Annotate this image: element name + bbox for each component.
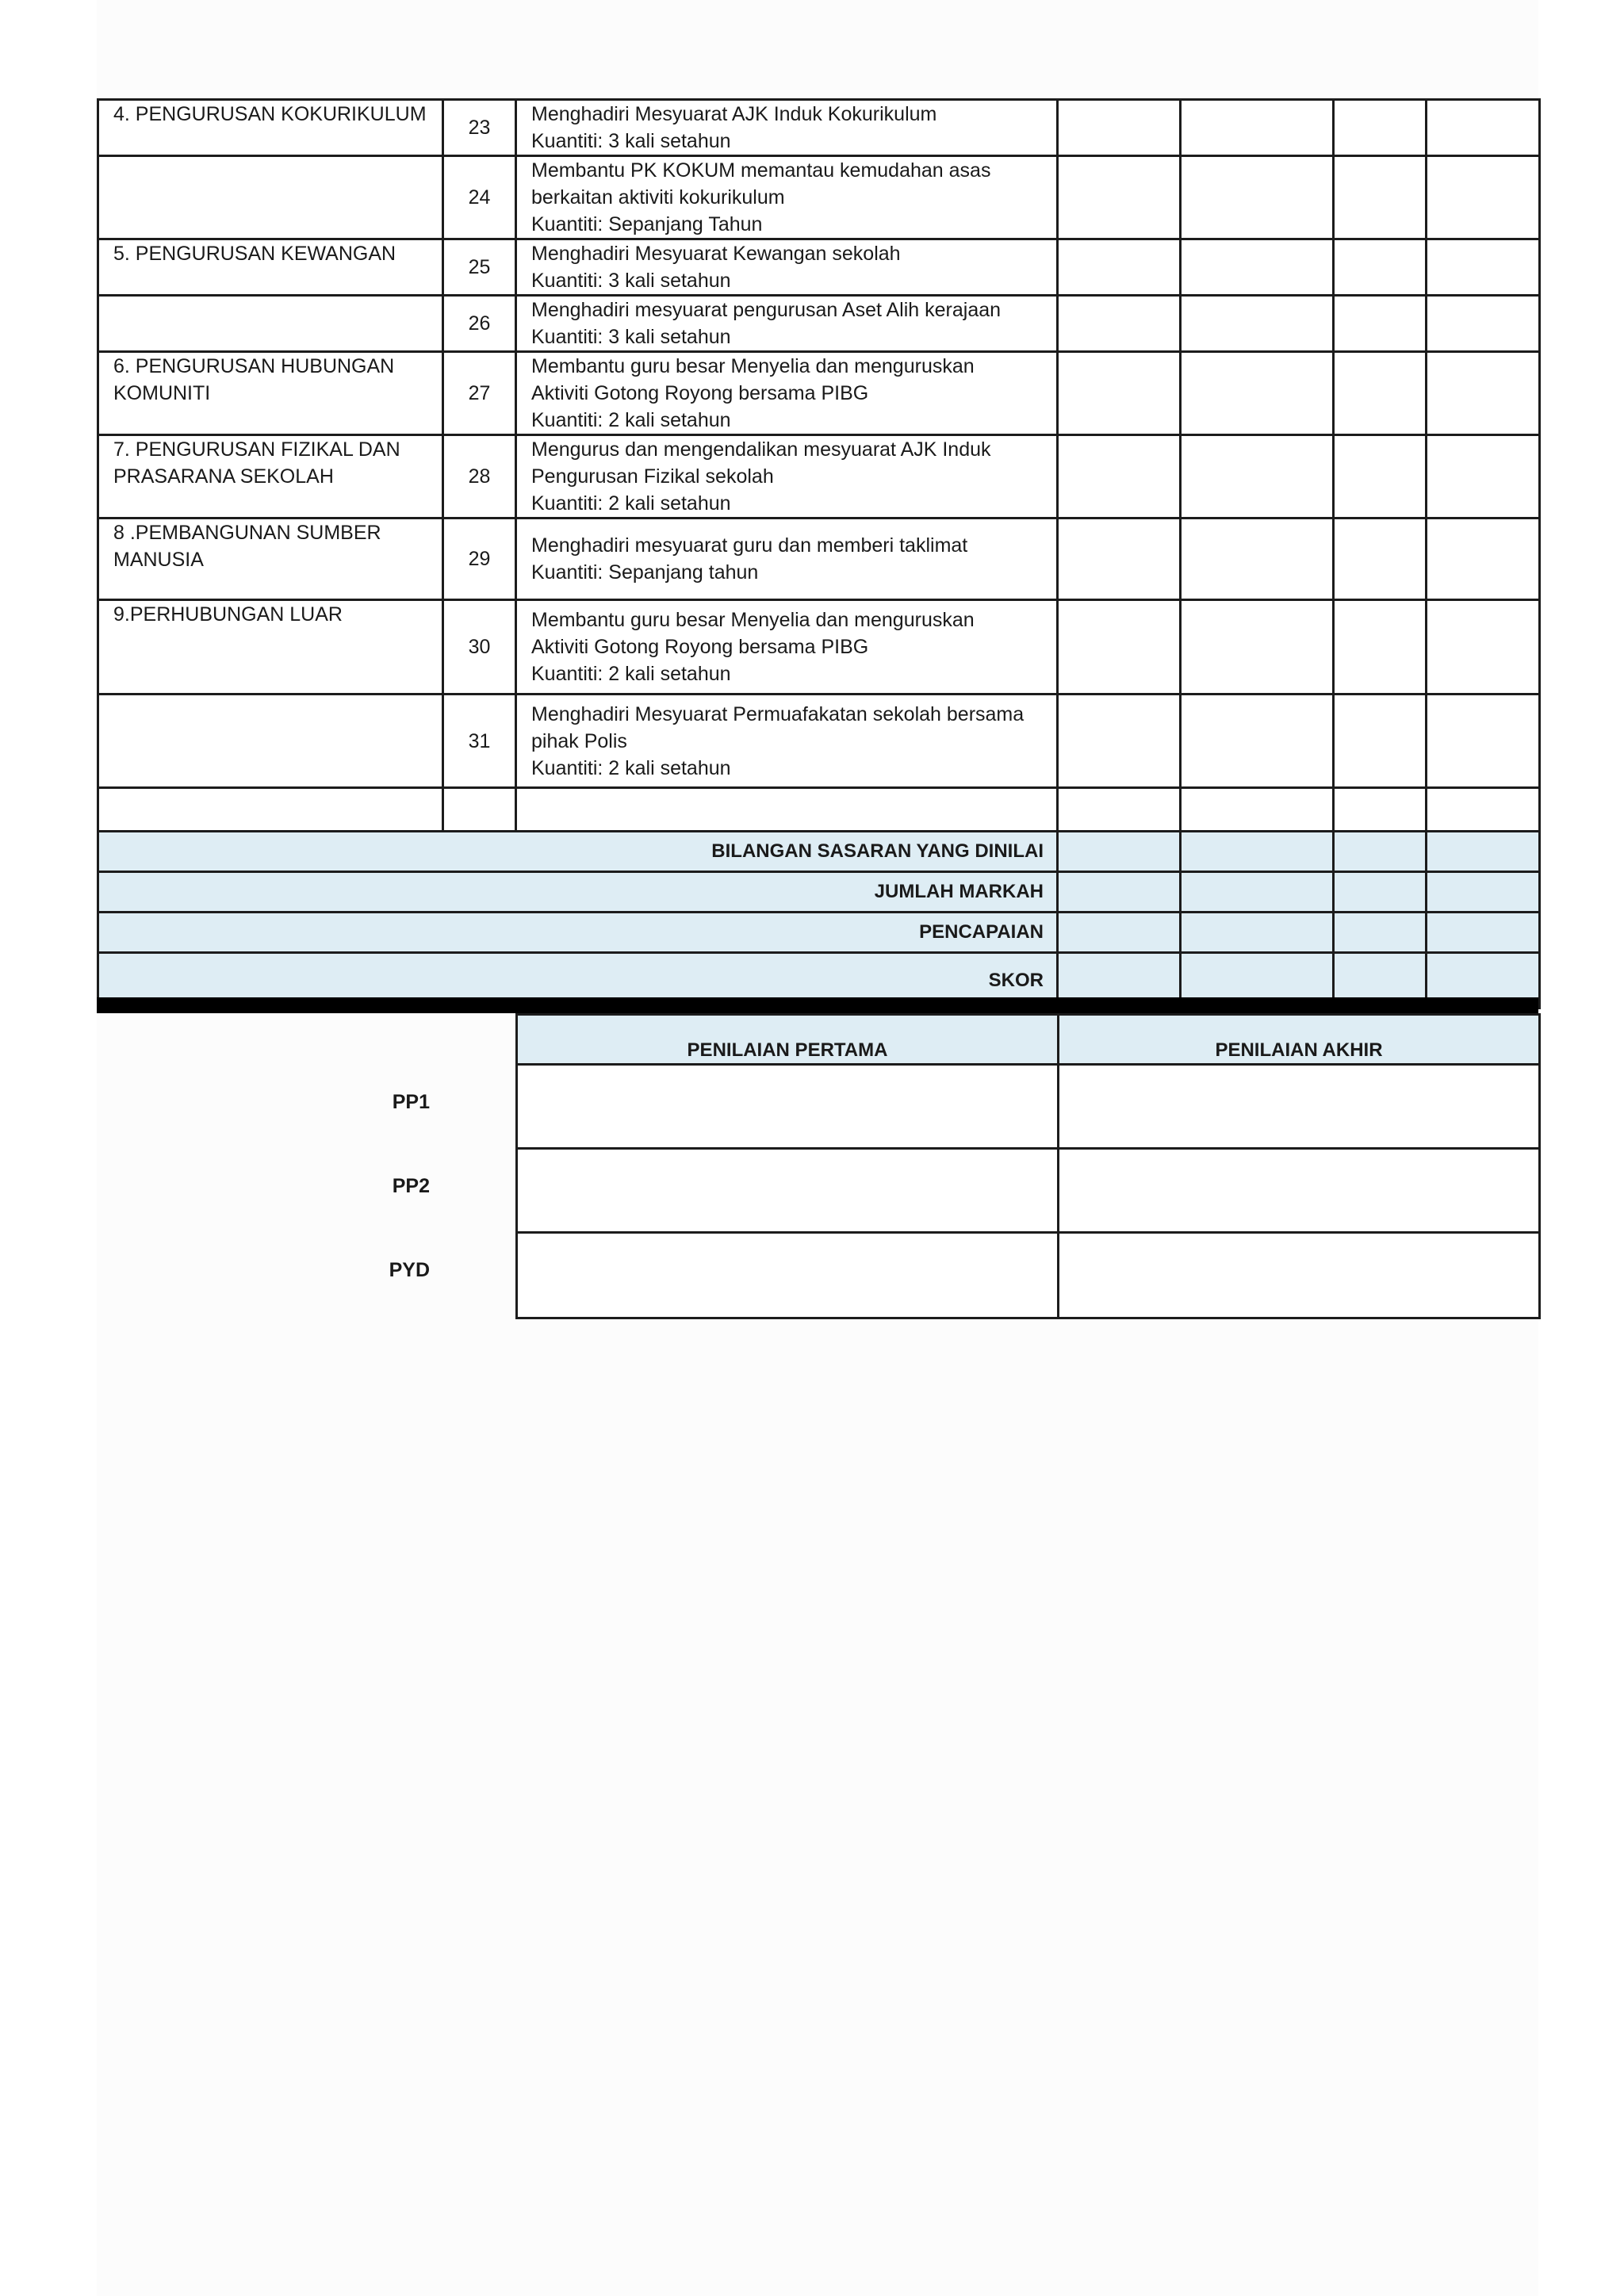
area-cell (98, 788, 443, 832)
area-cell: 7. PENGURUSAN FIZIKAL DAN PRASARANA SEKOLAH (98, 435, 443, 519)
activity-line: Aktiviti Gotong Royong bersama PIBG (531, 382, 869, 404)
activity-line: Kuantiti: Sepanjang tahun (531, 561, 759, 584)
item-number: 31 (443, 695, 516, 788)
area-cell: 9.PERHUBUNGAN LUAR (98, 600, 443, 695)
score-cell-3[interactable] (1334, 695, 1427, 788)
summary-row-bilangan (98, 832, 1540, 872)
score-cell-4[interactable] (1427, 695, 1540, 788)
activity-cell (516, 100, 1058, 156)
score-cell-3[interactable] (1334, 156, 1427, 239)
item-number: 23 (443, 100, 516, 156)
item-number: 24 (443, 156, 516, 239)
score-cell-4[interactable] (1427, 296, 1540, 352)
activity-line: Pengurusan Fizikal sekolah (531, 465, 774, 488)
activity-line: pihak Polis (531, 729, 627, 752)
table-row (98, 519, 1540, 600)
activity-line: Kuantiti: 2 kali setahun (531, 756, 731, 779)
score-cell-3[interactable] (1334, 435, 1427, 519)
score-cell-1[interactable] (1058, 600, 1181, 695)
section-divider (97, 997, 1538, 1013)
score-cell-3[interactable] (1334, 352, 1427, 435)
pyd-final-cell[interactable] (1059, 1233, 1540, 1318)
score-cell-3[interactable] (1334, 239, 1427, 296)
activity-line: Menghadiri Mesyuarat Kewangan sekolah (531, 243, 901, 265)
score-cell-3[interactable] (1334, 100, 1427, 156)
pyd-row (517, 1233, 1540, 1318)
table-row (98, 788, 1540, 832)
bilangan-cell-1[interactable] (1058, 832, 1181, 872)
signoff-table (515, 1013, 1541, 1319)
jumlah-cell-1[interactable] (1058, 872, 1181, 913)
score-cell-2[interactable] (1181, 788, 1334, 832)
score-cell-4[interactable] (1427, 352, 1540, 435)
activity-cell (516, 156, 1058, 239)
pencapaian-cell-3[interactable] (1334, 913, 1427, 953)
pencapaian-cell-2[interactable] (1181, 913, 1334, 953)
pp2-label: PP2 (392, 1175, 430, 1197)
score-cell-1[interactable] (1058, 435, 1181, 519)
table-row (98, 695, 1540, 788)
pp2-first-cell[interactable] (517, 1149, 1059, 1233)
score-cell-1[interactable] (1058, 352, 1181, 435)
activity-cell (516, 435, 1058, 519)
activity-cell (516, 600, 1058, 695)
pencapaian-cell-4[interactable] (1427, 913, 1540, 953)
activity-line: Menghadiri mesyuarat guru dan memberi taklimat (531, 534, 968, 557)
area-cell (98, 156, 443, 239)
activity-line: Kuantiti: 3 kali setahun (531, 130, 731, 152)
table-row (98, 296, 1540, 352)
signoff-header-row (517, 1015, 1540, 1065)
score-cell-3[interactable] (1334, 519, 1427, 600)
targets-table (97, 98, 1541, 1009)
pp1-first-cell[interactable] (517, 1065, 1059, 1149)
score-cell-4[interactable] (1427, 239, 1540, 296)
area-cell: 4. PENGURUSAN KOKURIKULUM (98, 100, 443, 156)
jumlah-cell-2[interactable] (1181, 872, 1334, 913)
penilaian-pertama-header: PENILAIAN PERTAMA (517, 1015, 1059, 1065)
area-cell: 6. PENGURUSAN HUBUNGAN KOMUNITI (98, 352, 443, 435)
activity-line: Kuantiti: Sepanjang Tahun (531, 213, 763, 235)
activity-line: Menghadiri mesyuarat pengurusan Aset Alih kerajaan (531, 299, 1002, 321)
score-cell-4[interactable] (1427, 100, 1540, 156)
pp1-label: PP1 (392, 1091, 430, 1113)
score-cell-2[interactable] (1181, 100, 1334, 156)
pyd-label: PYD (389, 1259, 430, 1281)
score-cell-2[interactable] (1181, 695, 1334, 788)
score-cell-3[interactable] (1334, 788, 1427, 832)
summary-row-pencapaian (98, 913, 1540, 953)
score-cell-4[interactable] (1427, 600, 1540, 695)
score-cell-1[interactable] (1058, 296, 1181, 352)
activity-cell (516, 788, 1058, 832)
activity-line: Kuantiti: 3 kali setahun (531, 326, 731, 348)
area-cell: 5. PENGURUSAN KEWANGAN (98, 239, 443, 296)
item-number: 26 (443, 296, 516, 352)
activity-line: Menghadiri Mesyuarat Permuafakatan sekolah bersama (531, 702, 1025, 725)
score-cell-1[interactable] (1058, 788, 1181, 832)
activity-line: Kuantiti: 2 kali setahun (531, 492, 731, 515)
score-cell-1[interactable] (1058, 100, 1181, 156)
score-cell-4[interactable] (1427, 435, 1540, 519)
area-cell: 8 .PEMBANGUNAN SUMBER MANUSIA (98, 519, 443, 600)
pp1-row (517, 1065, 1540, 1149)
score-cell-1[interactable] (1058, 239, 1181, 296)
skor-label: SKOR (98, 953, 1058, 1008)
activity-line: Menghadiri Mesyuarat AJK Induk Kokurikulum (531, 103, 937, 125)
score-cell-2[interactable] (1181, 156, 1334, 239)
activity-line: Aktiviti Gotong Royong bersama PIBG (531, 636, 869, 658)
activity-line: Kuantiti: 2 kali setahun (531, 663, 731, 685)
score-cell-3[interactable] (1334, 600, 1427, 695)
summary-section (98, 832, 1540, 1008)
score-cell-2[interactable] (1181, 435, 1334, 519)
pp2-final-cell[interactable] (1059, 1149, 1540, 1233)
score-cell-4[interactable] (1427, 788, 1540, 832)
item-number: 27 (443, 352, 516, 435)
score-cell-2[interactable] (1181, 239, 1334, 296)
activity-line: Mengurus dan mengendalikan mesyuarat AJK Induk (531, 438, 991, 461)
item-number: 25 (443, 239, 516, 296)
table-row (98, 352, 1540, 435)
score-cell-4[interactable] (1427, 519, 1540, 600)
score-cell-3[interactable] (1334, 296, 1427, 352)
item-number (443, 788, 516, 832)
activity-cell (516, 296, 1058, 352)
area-cell (98, 296, 443, 352)
bilangan-cell-4[interactable] (1427, 832, 1540, 872)
penilaian-akhir-header: PENILAIAN AKHIR (1059, 1015, 1540, 1065)
pencapaian-label: PENCAPAIAN (98, 913, 1058, 953)
item-number: 30 (443, 600, 516, 695)
activity-cell (516, 695, 1058, 788)
jumlah-cell-4[interactable] (1427, 872, 1540, 913)
summary-row-jumlah (98, 872, 1540, 913)
score-cell-4[interactable] (1427, 156, 1540, 239)
pencapaian-cell-1[interactable] (1058, 913, 1181, 953)
area-cell (98, 695, 443, 788)
table-row (98, 100, 1540, 156)
activity-line: Membantu guru besar Menyelia dan menguruskan (531, 355, 975, 377)
score-cell-2[interactable] (1181, 352, 1334, 435)
bilangan-label: BILANGAN SASARAN YANG DINILAI (98, 832, 1058, 872)
targets-table-body (98, 100, 1540, 832)
table-row (98, 435, 1540, 519)
item-number: 28 (443, 435, 516, 519)
pp1-final-cell[interactable] (1059, 1065, 1540, 1149)
score-cell-1[interactable] (1058, 695, 1181, 788)
table-row (98, 156, 1540, 239)
activity-cell (516, 239, 1058, 296)
activity-line: Membantu PK KOKUM memantau kemudahan asas (531, 159, 991, 182)
score-cell-2[interactable] (1181, 519, 1334, 600)
bilangan-cell-2[interactable] (1181, 832, 1334, 872)
score-cell-2[interactable] (1181, 296, 1334, 352)
score-cell-1[interactable] (1058, 519, 1181, 600)
bilangan-cell-3[interactable] (1334, 832, 1427, 872)
jumlah-cell-3[interactable] (1334, 872, 1427, 913)
activity-line: Membantu guru besar Menyelia dan menguruskan (531, 609, 975, 631)
activity-cell (516, 352, 1058, 435)
score-cell-1[interactable] (1058, 156, 1181, 239)
jumlah-label: JUMLAH MARKAH (98, 872, 1058, 913)
table-row (98, 600, 1540, 695)
activity-line: berkaitan aktiviti kokurikulum (531, 186, 785, 209)
pp2-row (517, 1149, 1540, 1233)
table-row (98, 239, 1540, 296)
item-number: 29 (443, 519, 516, 600)
pyd-first-cell[interactable] (517, 1233, 1059, 1318)
score-cell-2[interactable] (1181, 600, 1334, 695)
activity-line: Kuantiti: 2 kali setahun (531, 409, 731, 431)
activity-line: Kuantiti: 3 kali setahun (531, 270, 731, 292)
activity-cell (516, 519, 1058, 600)
